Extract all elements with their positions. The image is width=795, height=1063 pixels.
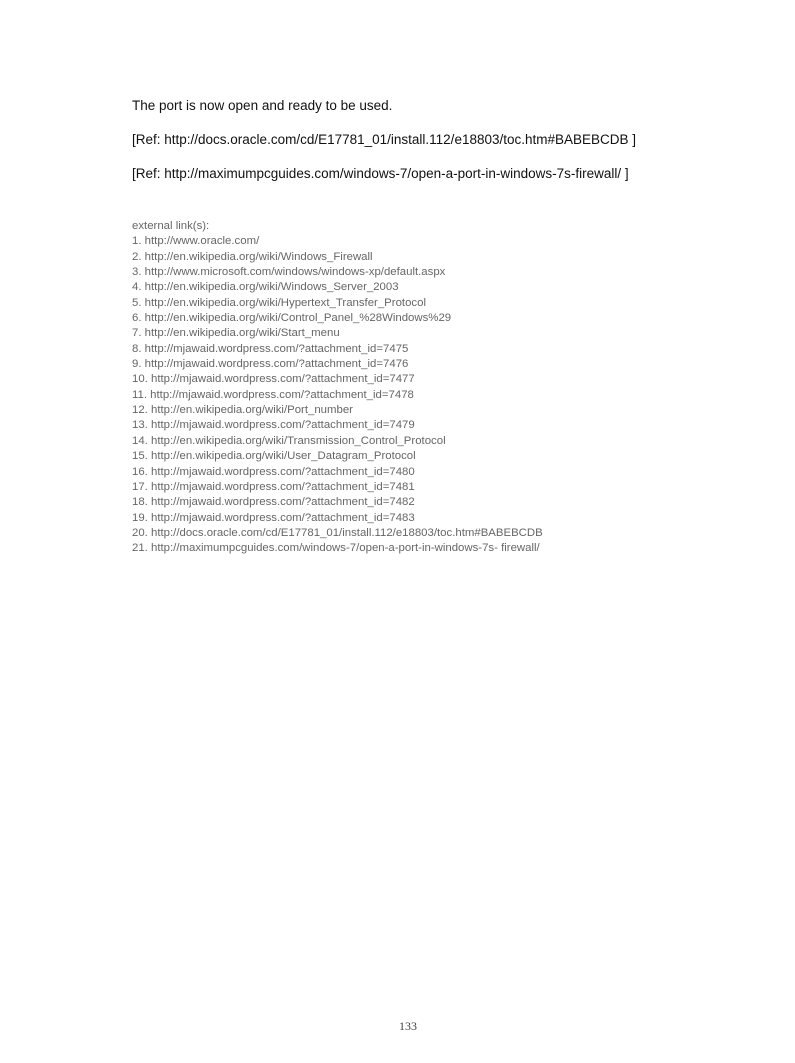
external-links-header: external link(s): [132,220,210,232]
external-link-item[interactable]: 20. http://docs.oracle.com/cd/E17781_01/install.112/e18803/toc.htm#BABEBCDB [132,526,543,539]
external-link-item[interactable]: 13. http://mjawaid.wordpress.com/?attachment_id=7479 [132,419,415,432]
external-link-item[interactable]: 14. http://en.wikipedia.org/wiki/Transmission_Control_Protocol [132,434,446,447]
external-link-item[interactable]: 11. http://mjawaid.wordpress.com/?attachment_id=7478 [132,388,414,401]
external-links-list [132,234,772,556]
external-link-item[interactable]: 18. http://mjawaid.wordpress.com/?attachment_id=7482 [132,496,415,509]
external-link-item[interactable]: 17. http://mjawaid.wordpress.com/?attachment_id=7481 [132,480,415,493]
external-link-item[interactable]: 8. http://mjawaid.wordpress.com/?attachment_id=7475 [132,342,409,355]
external-link-item[interactable]: 19. http://mjawaid.wordpress.com/?attachment_id=7483 [132,511,415,524]
external-link-item[interactable]: 2. http://en.wikipedia.org/wiki/Windows_Firewall [132,250,373,263]
reference-maximumpcguides: [Ref: http://maximumpcguides.com/windows-7/open-a-port-in-windows-7s-firewall/ ] [132,166,629,181]
page-number: 133 [399,1019,417,1033]
reference-oracle: [Ref: http://docs.oracle.com/cd/E17781_01/install.112/e18803/toc.htm#BABEBCDB ] [132,132,637,147]
external-link-item[interactable]: 7. http://en.wikipedia.org/wiki/Start_menu [132,327,340,340]
external-link-item[interactable]: 1. http://www.oracle.com/ [132,235,260,248]
external-link-item[interactable]: 4. http://en.wikipedia.org/wiki/Windows_Server_2003 [132,281,399,294]
external-link-item[interactable]: 6. http://en.wikipedia.org/wiki/Control_Panel_%28Windows%29 [132,312,452,325]
external-link-item[interactable]: 12. http://en.wikipedia.org/wiki/Port_number [132,404,353,417]
external-link-item[interactable]: 15. http://en.wikipedia.org/wiki/User_Datagram_Protocol [132,450,416,463]
external-link-item[interactable]: 21. http://maximumpcguides.com/windows-7/open-a-port-in-windows-7s- firewall/ [132,542,540,555]
external-link-item[interactable]: 9. http://mjawaid.wordpress.com/?attachment_id=7476 [132,358,409,371]
external-link-item[interactable]: 10. http://mjawaid.wordpress.com/?attachment_id=7477 [132,373,415,386]
external-link-item[interactable]: 3. http://www.microsoft.com/windows/windows-xp/default.aspx [132,266,446,279]
status-paragraph: The port is now open and ready to be used. [132,98,393,113]
external-links-section [132,219,772,557]
external-link-item[interactable]: 16. http://mjawaid.wordpress.com/?attachment_id=7480 [132,465,415,478]
external-link-item[interactable]: 5. http://en.wikipedia.org/wiki/Hypertext_Transfer_Protocol [132,296,426,309]
